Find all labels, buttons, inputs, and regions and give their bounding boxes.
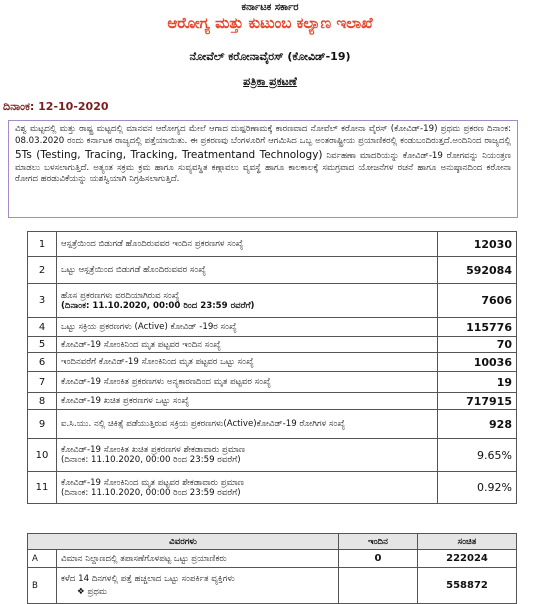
header-description: ವಿವರಗಳು [28,534,339,550]
row-label [57,439,438,472]
row-label-text: ಕೋವಿಡ್-19 ಸೋಂಕಿತ ಖಚಿತ ಪ್ರಕರಣಗಳ ಶೇಕಡಾವಾರು ಪ್ರಮಾಣ [61,445,246,455]
row-number: 7 [28,372,57,393]
row-label: A [28,550,57,568]
table-row [28,568,517,604]
row-number: 11 [28,472,57,504]
row-today [339,568,418,604]
row-value: 928 [438,410,517,439]
row-value: 0.92% [438,472,517,504]
row-cumulative: 558872 [418,568,517,604]
details-table [27,533,517,604]
row-date-range: (ದಿನಾಂಕ: 11.10.2020, 00:00 ರಿಂದ 23:59 ರವರೆಗೆ) [61,455,241,465]
intro-text-5ts: 5Ts (Testing, Tracing, Tracking, Treatmentand Technology) [15,148,323,161]
row-description [57,568,339,604]
row-label [57,472,438,504]
table-row [28,284,517,318]
row-label: ಕೋವಿಡ್-19 ಖಚಿತ ಪ್ರಕರಣಗಳ ಒಟ್ಟು ಸಂಖ್ಯೆ [57,393,438,410]
table-row [28,232,517,257]
row-label: B [28,568,57,604]
table-row [28,439,517,472]
document-title: ನೋವೆಲ್ ಕರೋನಾವೈರಸ್ (ಕೋವಿಡ್-19) [189,50,351,63]
row-description: ವಿಮಾನ ನಿಲ್ದಾಣದಲ್ಲಿ ತಪಾಸಣೆಗೊಳಪಟ್ಟ ಒಟ್ಟು ಪ್ರಯಾಣಿಕರು [57,550,339,568]
row-label: ಕೋವಿಡ್-19 ಸೋಂಕಿನಿಂದ ಮೃತ ಪಟ್ಟವರ ಇಂದಿನ ಸಂಖ್ಯೆ [57,337,438,353]
row-value: 7606 [438,284,517,318]
department-heading: ಆರೋಗ್ಯ ಮತ್ತು ಕುಟುಂಬ ಕಲ್ಯಾಣ ಇಲಾಖೆ [167,14,373,32]
row-label: ಆಸ್ಪತ್ರೆಯಿಂದ ಬಿಡುಗಡೆ ಹೊಂದಿರುವವರ ಇಂದಿನ ಪ್ರಕರಣಗಳ ಸಂಖ್ಯೆ [57,232,438,257]
row-label: ಒಟ್ಟು ಸಕ್ರಿಯ ಪ್ರಕರಣಗಳು (Active) ಕೋವಿಡ್ -19ರ ಸಂಖ್ಯೆ [57,318,438,337]
row-value: 9.65% [438,439,517,472]
row-number: 9 [28,410,57,439]
header-cumulative: ಸಂಚಿತ [418,534,517,550]
table-row [28,410,517,439]
table-row [28,550,517,568]
release-date: ದಿನಾಂಕ: 12-10-2020 [3,100,109,113]
row-cumulative: 222024 [418,550,517,568]
row-number: 10 [28,439,57,472]
row-number: 5 [28,337,57,353]
table-row [28,372,517,393]
row-number: 4 [28,318,57,337]
row-label: ಇಂದಿನವರೆಗೆ ಕೋವಿಡ್-19 ಸೋಂಕಿನಿಂದ ಮೃತ ಪಟ್ಟವರ ಒಟ್ಟು ಸಂಖ್ಯೆ [57,353,438,372]
row-label-text: ಹೊಸ ಪ್ರಕರಣಗಳು ವರದಿಯಾಗಿರುವ ಸಂಖ್ಯೆ [61,290,180,301]
row-value: 115776 [438,318,517,337]
row-value: 12030 [438,232,517,257]
list-item-text: ಪ್ರಥಮ [87,587,108,597]
table-row [28,318,517,337]
row-value: 592084 [438,257,517,284]
row-number: 1 [28,232,57,257]
press-release-label: ಪತ್ರಿಕಾ ಪ್ರಕಟಣೆ [243,75,297,88]
row-number: 8 [28,393,57,410]
intro-text-1: ವಿಶ್ವ ಮಟ್ಟದಲ್ಲಿ ಮತ್ತು ರಾಷ್ಟ್ರ ಮಟ್ಟದಲ್ಲಿ ಮಾನವನ ಆರೋಗ್ಯದ ಮೇಲೆ ಆಗಾದ ದುಷ್ಪರಿಣಾಮಕ್ಕೆ ಕಾರಣವಾದ ನೋವೆಲ್ ಕರೋನಾ ವೈರಸ್ (ಕೋವಿಡ್-19) ಪ್ರಥಮ ಪ್ರಕರಣ ದಿನಾಂಕ: 08.03.2020 ರಂದು ಕರ್ನಾಟಕ ರಾಜ್ಯದಲ್ಲಿ ಪತ್ತೆಯಾಯಿತು. ಈ ಪ್ರಕರಣವು ಬೆಂಗಳೂರಿಗೆ ಆಗಮಿಸಿದ ಒಬ್ಬ ಅಂತರಾಷ್ಟ್ರೀಯ ಪ್ರಯಾಣಿಕರಲ್ಲಿ ಕಂಡುಬಂದಿರುತ್ತದೆ.ಅಂದಿನಿಂದ ರಾಜ್ಯದಲ್ಲಿ [15,124,511,146]
table-row [28,353,517,372]
row-label-text: ಕೋವಿಡ್-19 ಸೋಂಕಿನಿಂದ ಮೃತ ಪಟ್ಟವರ ಶೇಕಡಾವಾರು ಪ್ರಮಾಣ [61,477,244,488]
row-today: 0 [339,550,418,568]
row-label: ಕೋವಿಡ್-19 ಸೋಂಕಿತ ಪ್ರಕರಣಗಳು ಅನ್ಯಕಾರಣದಿಂದ ಮೃತ ಪಟ್ಟವರ ಸಂಖ್ಯೆ [57,372,438,393]
details-header-row [28,534,517,550]
government-heading: ಕರ್ನಾಟಕ ಸರ್ಕಾರ [241,2,299,13]
row-number: 6 [28,353,57,372]
row-date-range: (ದಿನಾಂಕ: 11.10.2020, 00:00 ರಿಂದ 23:59 ರವರೆಗೆ) [61,487,241,498]
row-description-text: ಕಳೆದ 14 ದಿನಗಳಲ್ಲಿ ಪತ್ತೆ ಹಚ್ಚಲಾದ ಒಟ್ಟು ಸಂಪರ್ಕಿತ ವ್ಯಕ್ತಿಗಳು [61,574,235,584]
row-number: 2 [28,257,57,284]
row-date-range: (ದಿನಾಂಕ: 11.10.2020, 00:00 ರಿಂದ 23:59 ರವರೆಗೆ) [61,300,255,311]
row-value: 717915 [438,393,517,410]
table-row [28,472,517,504]
table-row [28,337,517,353]
intro-text-2: ನಿರ್ವಹಣಾ ಮಾದರಿಯನ್ನು ಕೋವಿಡ್-19 ರೋಗವನ್ನು ನಿಯಂತ್ರಣ ಮಾಡಲು ಬಳಸಲಾಗುತ್ತಿದೆ. ಅತ್ಯಂತ ಸಕ್ರಮ ಕ್ರಮ ಹಾಗೂ ಸುವ್ಯವಸ್ಥಿತ ಕಣ್ಗಾವಲು ವ್ಯವಸ್ಥೆ ಹಾಗೂ ಕಾಲಕಾಲಕ್ಕೆ ಸಮಗ್ರವಾದ ಯೋಜನೆಗಳ ರಚನೆ ಹಾಗೂ ಅನುಷ್ಠಾನದಿಂದ ಕರೋನಾ ರೋಗದ ಹರಡುವಿಕೆಯನ್ನು ಯಶಸ್ವಿಯಾಗಿ ನಿಗ್ರಹಿಸಲಾಗುತ್ತಿದೆ. [15,150,512,185]
row-value: 10036 [438,353,517,372]
table-row [28,393,517,410]
row-value: 70 [438,337,517,353]
row-label: ಐ.ಸಿ.ಯು. ನಲ್ಲಿ ಚಿಕಿತ್ಸೆ ಪಡೆಯುತ್ತಿರುವ ಸಕ್ರಿಯ ಪ್ರಕರಣಗಳು(Active)ಕೋವಿಡ್-19 ರೋಗಿಗಳ ಸಂಖ್ಯೆ [57,410,438,439]
row-label [57,284,438,318]
row-value: 19 [438,372,517,393]
statistics-table [27,231,517,504]
table-row [28,257,517,284]
row-number: 3 [28,284,57,318]
row-label: ಒಟ್ಟು ಆಸ್ಪತ್ರೆಯಿಂದ ಬಿಡುಗಡೆ ಹೊಂದಿರುವವರ ಸಂಖ್ಯೆ [57,257,438,284]
list-item: ❖ ಪ್ರಥಮ [77,587,108,597]
header-today: ಇಂದಿನ [339,534,418,550]
intro-paragraph [8,120,518,218]
